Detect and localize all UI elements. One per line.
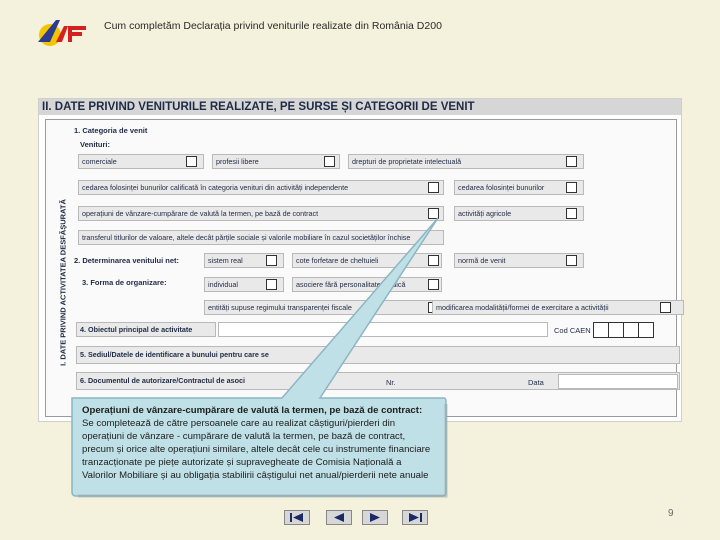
option-individual: individual xyxy=(204,277,284,292)
option-norma-de-venit: normă de venit xyxy=(454,253,584,268)
option-drepturi-proprietate: drepturi de proprietate intelectuală xyxy=(348,154,584,169)
option-asociere: asociere fără personalitate juridică xyxy=(292,277,442,292)
sediu-label: 5. Sediul/Datele de identificare a bunului pentru care se xyxy=(76,346,680,364)
nr-label: Nr. xyxy=(386,378,396,387)
option-comerciale: comerciale xyxy=(78,154,204,169)
section-label-text: I. DATE PRIVIND ACTIVITATEA DESFĂȘURATĂ xyxy=(58,199,68,366)
last-page-button[interactable] xyxy=(402,510,428,525)
cod-caen-label: Cod CAEN xyxy=(554,326,591,335)
document-label: 6. Documentul de autorizare/Contractul de asoci xyxy=(76,372,680,390)
option-transferul-titlurilor: transferul titlurilor de valoare, altele decât părțile sociale și valorile mobiliare în cazul societăților închise xyxy=(78,230,444,245)
last-page-icon xyxy=(407,512,423,523)
tooltip-body: Se completează de către persoanele care au realizat câștiguri/pierderi din operațiuni de vânzare - cumpărare de valută la termen, pe bază de contract, precum și orice alte operațiuni similare, altele decât cele cu instrumente financiare tranzacționate pe piețe autorizate și supravegheate de Comisia Națională a Valorilor Mobiliare și au obligația stabilirii câștigului net anual/pierderii nete anuale xyxy=(82,418,431,481)
header-title: Cum completăm Declarația privind veniturile realizate din România D200 xyxy=(104,20,442,32)
organizare-label: 3. Forma de organizare: xyxy=(82,278,167,287)
next-page-button[interactable] xyxy=(362,510,388,525)
first-page-icon xyxy=(289,512,305,523)
option-profesii-libere: profesii libere xyxy=(212,154,340,169)
option-activitati-agricole: activități agricole xyxy=(454,206,584,221)
obiect-label: 4. Obiectul principal de activitate xyxy=(76,322,216,337)
determinarea-label: 2. Determinarea venitului net: xyxy=(74,256,180,265)
tooltip-heading: Operațiuni de vânzare-cumpărare de valută la termen, pe bază de contract: xyxy=(82,405,423,416)
form-title: II. DATE PRIVIND VENITURILE REALIZATE, PE SURSE ȘI CATEGORII DE VENIT xyxy=(39,99,681,115)
option-sistem-real: sistem real xyxy=(204,253,284,268)
first-page-button[interactable] xyxy=(284,510,310,525)
option-modificarea-modalitatii: modificarea modalității/formei de exercitare a activității xyxy=(432,300,684,315)
option-cote-forfetare: cote forfetare de cheltuieli xyxy=(292,253,442,268)
previous-page-icon xyxy=(331,512,347,523)
page-number: 9 xyxy=(668,508,674,519)
venituri-label: Venituri: xyxy=(80,140,111,149)
option-cedarea-folosintei-bunurilor: cedarea folosinței bunurilor xyxy=(454,180,584,195)
next-page-icon xyxy=(367,512,383,523)
option-vanzare-cumparare-valuta: operațiuni de vânzare-cumpărare de valută la termen, pe bază de contract xyxy=(78,206,444,221)
categoria-label: 1. Categoria de venit xyxy=(74,126,148,135)
option-cedarea-folosintei-independente: cedarea folosinței bunurilor calificată în categoria venituri din activități independente xyxy=(78,180,444,195)
option-entitati-transparenta: entități supuse regimului transparenței fiscale xyxy=(204,300,444,315)
tooltip-text xyxy=(74,400,442,492)
data-label: Data xyxy=(528,378,544,387)
previous-page-button[interactable] xyxy=(326,510,352,525)
